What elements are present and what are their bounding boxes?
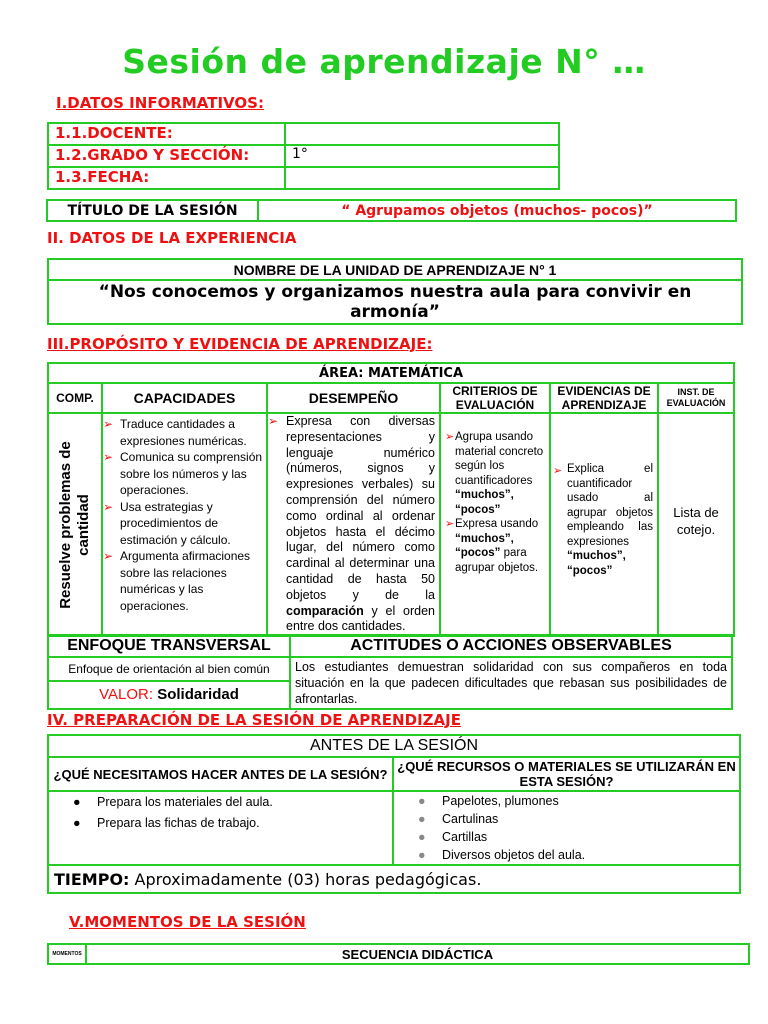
header-capacidades: CAPACIDADES	[102, 383, 267, 413]
proposito-table	[47, 362, 735, 637]
capacidad-item: ➢ Argumenta afirmaciones sobre las relaciones numéricas y las operaciones.	[103, 549, 251, 613]
enfoque-table	[47, 634, 733, 710]
list-item: ● Diversos objetos del aula.	[418, 848, 586, 862]
momentos-header: MOMENTOS	[48, 944, 86, 964]
bullet-icon: ●	[418, 812, 426, 826]
bullet-icon: ●	[73, 816, 81, 830]
header-criterios: CRITERIOS DE EVALUACIÓN	[440, 383, 550, 413]
header-comp: COMP.	[48, 383, 102, 413]
enfoque-header: ENFOQUE TRANSVERSAL	[48, 635, 290, 657]
list-item: ● Cartulinas	[418, 812, 499, 826]
unidad-table	[47, 258, 743, 325]
valor-cell	[48, 681, 290, 709]
list-item: ● Cartillas	[418, 830, 488, 844]
arrow-bullet-icon: ➢	[103, 549, 114, 563]
fecha-label: 1.3.FECHA:	[48, 167, 285, 189]
unidad-name: “Nos conocemos y organizamos nuestra aula para convivir en armonía”	[48, 280, 742, 324]
momentos-table	[47, 943, 750, 965]
preparacion-table	[47, 734, 741, 894]
tiempo-value: Aproximadamente (03) horas pedagógicas.	[129, 869, 482, 889]
criterio-item: ➢ Agrupa usando material concreto según los cuantificadores “muchos”, “pocos”	[445, 431, 544, 516]
capacidad-item: ➢ Traduce cantidades a expresiones numéricas.	[103, 417, 247, 448]
area-label: ÁREA: MATEMÁTICA	[48, 363, 734, 383]
section-3-heading: III.PROPÓSITO Y EVIDENCIA DE APRENDIZAJE:	[47, 335, 433, 353]
arrow-bullet-icon: ➢	[103, 499, 114, 514]
antes-header: ANTES DE LA SESIÓN	[48, 735, 740, 757]
session-title-value: “ Agrupamos objetos (muchos- pocos)”	[258, 200, 736, 221]
secuencia-header: SECUENCIA DIDÁCTICA	[86, 944, 749, 964]
hacer-cell	[48, 791, 393, 865]
valor-value: Solidaridad	[157, 686, 239, 704]
page-title: Sesión de aprendizaje N° …	[122, 42, 646, 81]
criterios-cell	[440, 413, 550, 636]
tiempo-label: TIEMPO:	[54, 869, 130, 889]
datos-informativos-table	[47, 122, 560, 190]
docente-value	[285, 123, 559, 145]
arrow-bullet-icon: ➢	[103, 417, 114, 431]
header-inst: INST. DE EVALUACIÓN	[658, 383, 734, 413]
arrow-bullet-icon: ➢	[445, 518, 455, 530]
list-item: ● Prepara las fichas de trabajo.	[49, 813, 392, 834]
desempeno-item: ➢ Expresa con diversas representaciones y lenguaje numérico (números, signos y expresiones verbales) su comprensión del número como ordinal al ordenar objetos hasta el décimo lugar, del número como cardinal al determinar una cantidad de hasta 50 objetos y de la comparación y el orden entre dos cantidades.	[268, 414, 435, 634]
bullet-icon: ●	[73, 795, 81, 809]
criterio-item: ➢ Expresa usando “muchos”, “pocos” para agrupar objetos.	[445, 518, 539, 574]
tiempo-cell	[48, 865, 740, 893]
arrow-bullet-icon: ➢	[103, 450, 114, 464]
bullet-icon: ●	[418, 848, 426, 862]
section-2-heading: II. DATOS DE LA EXPERIENCIA	[47, 229, 297, 247]
docente-label: 1.1.DOCENTE:	[48, 123, 285, 145]
arrow-bullet-icon: ➢	[445, 431, 455, 443]
competencia-cell	[48, 413, 102, 636]
capacidad-item: ➢ Usa estrategias y procedimientos de estimación y cálculo.	[103, 499, 231, 547]
bullet-icon: ●	[418, 794, 426, 808]
capacidades-cell	[102, 413, 267, 636]
fecha-value	[285, 167, 559, 189]
desempeno-cell	[267, 413, 440, 636]
recursos-header: ¿QUÉ RECURSOS O MATERIALES SE UTILIZARÁN EN ESTA SESIÓN?	[393, 757, 740, 791]
recursos-cell	[393, 791, 740, 865]
section-5-heading: V.MOMENTOS DE LA SESIÓN	[69, 913, 306, 931]
grado-label: 1.2.GRADO Y SECCIÓN:	[48, 145, 285, 167]
capacidad-item: ➢ Comunica su comprensión sobre los números y las operaciones.	[103, 450, 263, 497]
arrow-bullet-icon: ➢	[268, 414, 279, 428]
header-evidencias: EVIDENCIAS DE APRENDIZAJE	[550, 383, 658, 413]
section-1-heading: I.DATOS INFORMATIVOS:	[56, 94, 264, 112]
session-title-label: TÍTULO DE LA SESIÓN	[47, 200, 258, 221]
evidencia-item: ➢ Explica el cuantificador usado al agrupar objetos empleando las expresiones “muchos”, “pocos”	[553, 463, 653, 577]
hacer-header: ¿QUÉ NECESITAMOS HACER ANTES DE LA SESIÓN?	[48, 757, 393, 791]
instrumento-cell: Lista de cotejo.	[658, 413, 734, 636]
session-title-table	[46, 199, 737, 222]
enfoque-value: Enfoque de orientación al bien común	[48, 657, 290, 681]
header-desempeno: DESEMPEÑO	[267, 383, 440, 413]
bullet-icon: ●	[418, 830, 426, 844]
actitud-value: Los estudiantes demuestran solidaridad con sus compañeros en toda situación en la que padecen dificultades que rebasan sus posibilidades de afrontarlas.	[290, 657, 732, 709]
unidad-label: NOMBRE DE LA UNIDAD DE APRENDIZAJE N° 1	[48, 259, 742, 280]
list-item: ● Prepara los materiales del aula.	[49, 792, 392, 813]
grado-value: 1°	[285, 145, 559, 167]
section-4-heading: IV. PREPARACIÓN DE LA SESIÓN DE APRENDIZAJE	[47, 711, 461, 729]
competencia-text: Resuelve problemas de cantidad	[57, 440, 92, 609]
list-item: ● Papelotes, plumones	[418, 794, 559, 808]
actitudes-header: ACTITUDES O ACCIONES OBSERVABLES	[290, 635, 732, 657]
evidencia-cell	[550, 413, 658, 636]
arrow-bullet-icon: ➢	[553, 465, 563, 477]
valor-label: VALOR:	[99, 686, 154, 704]
